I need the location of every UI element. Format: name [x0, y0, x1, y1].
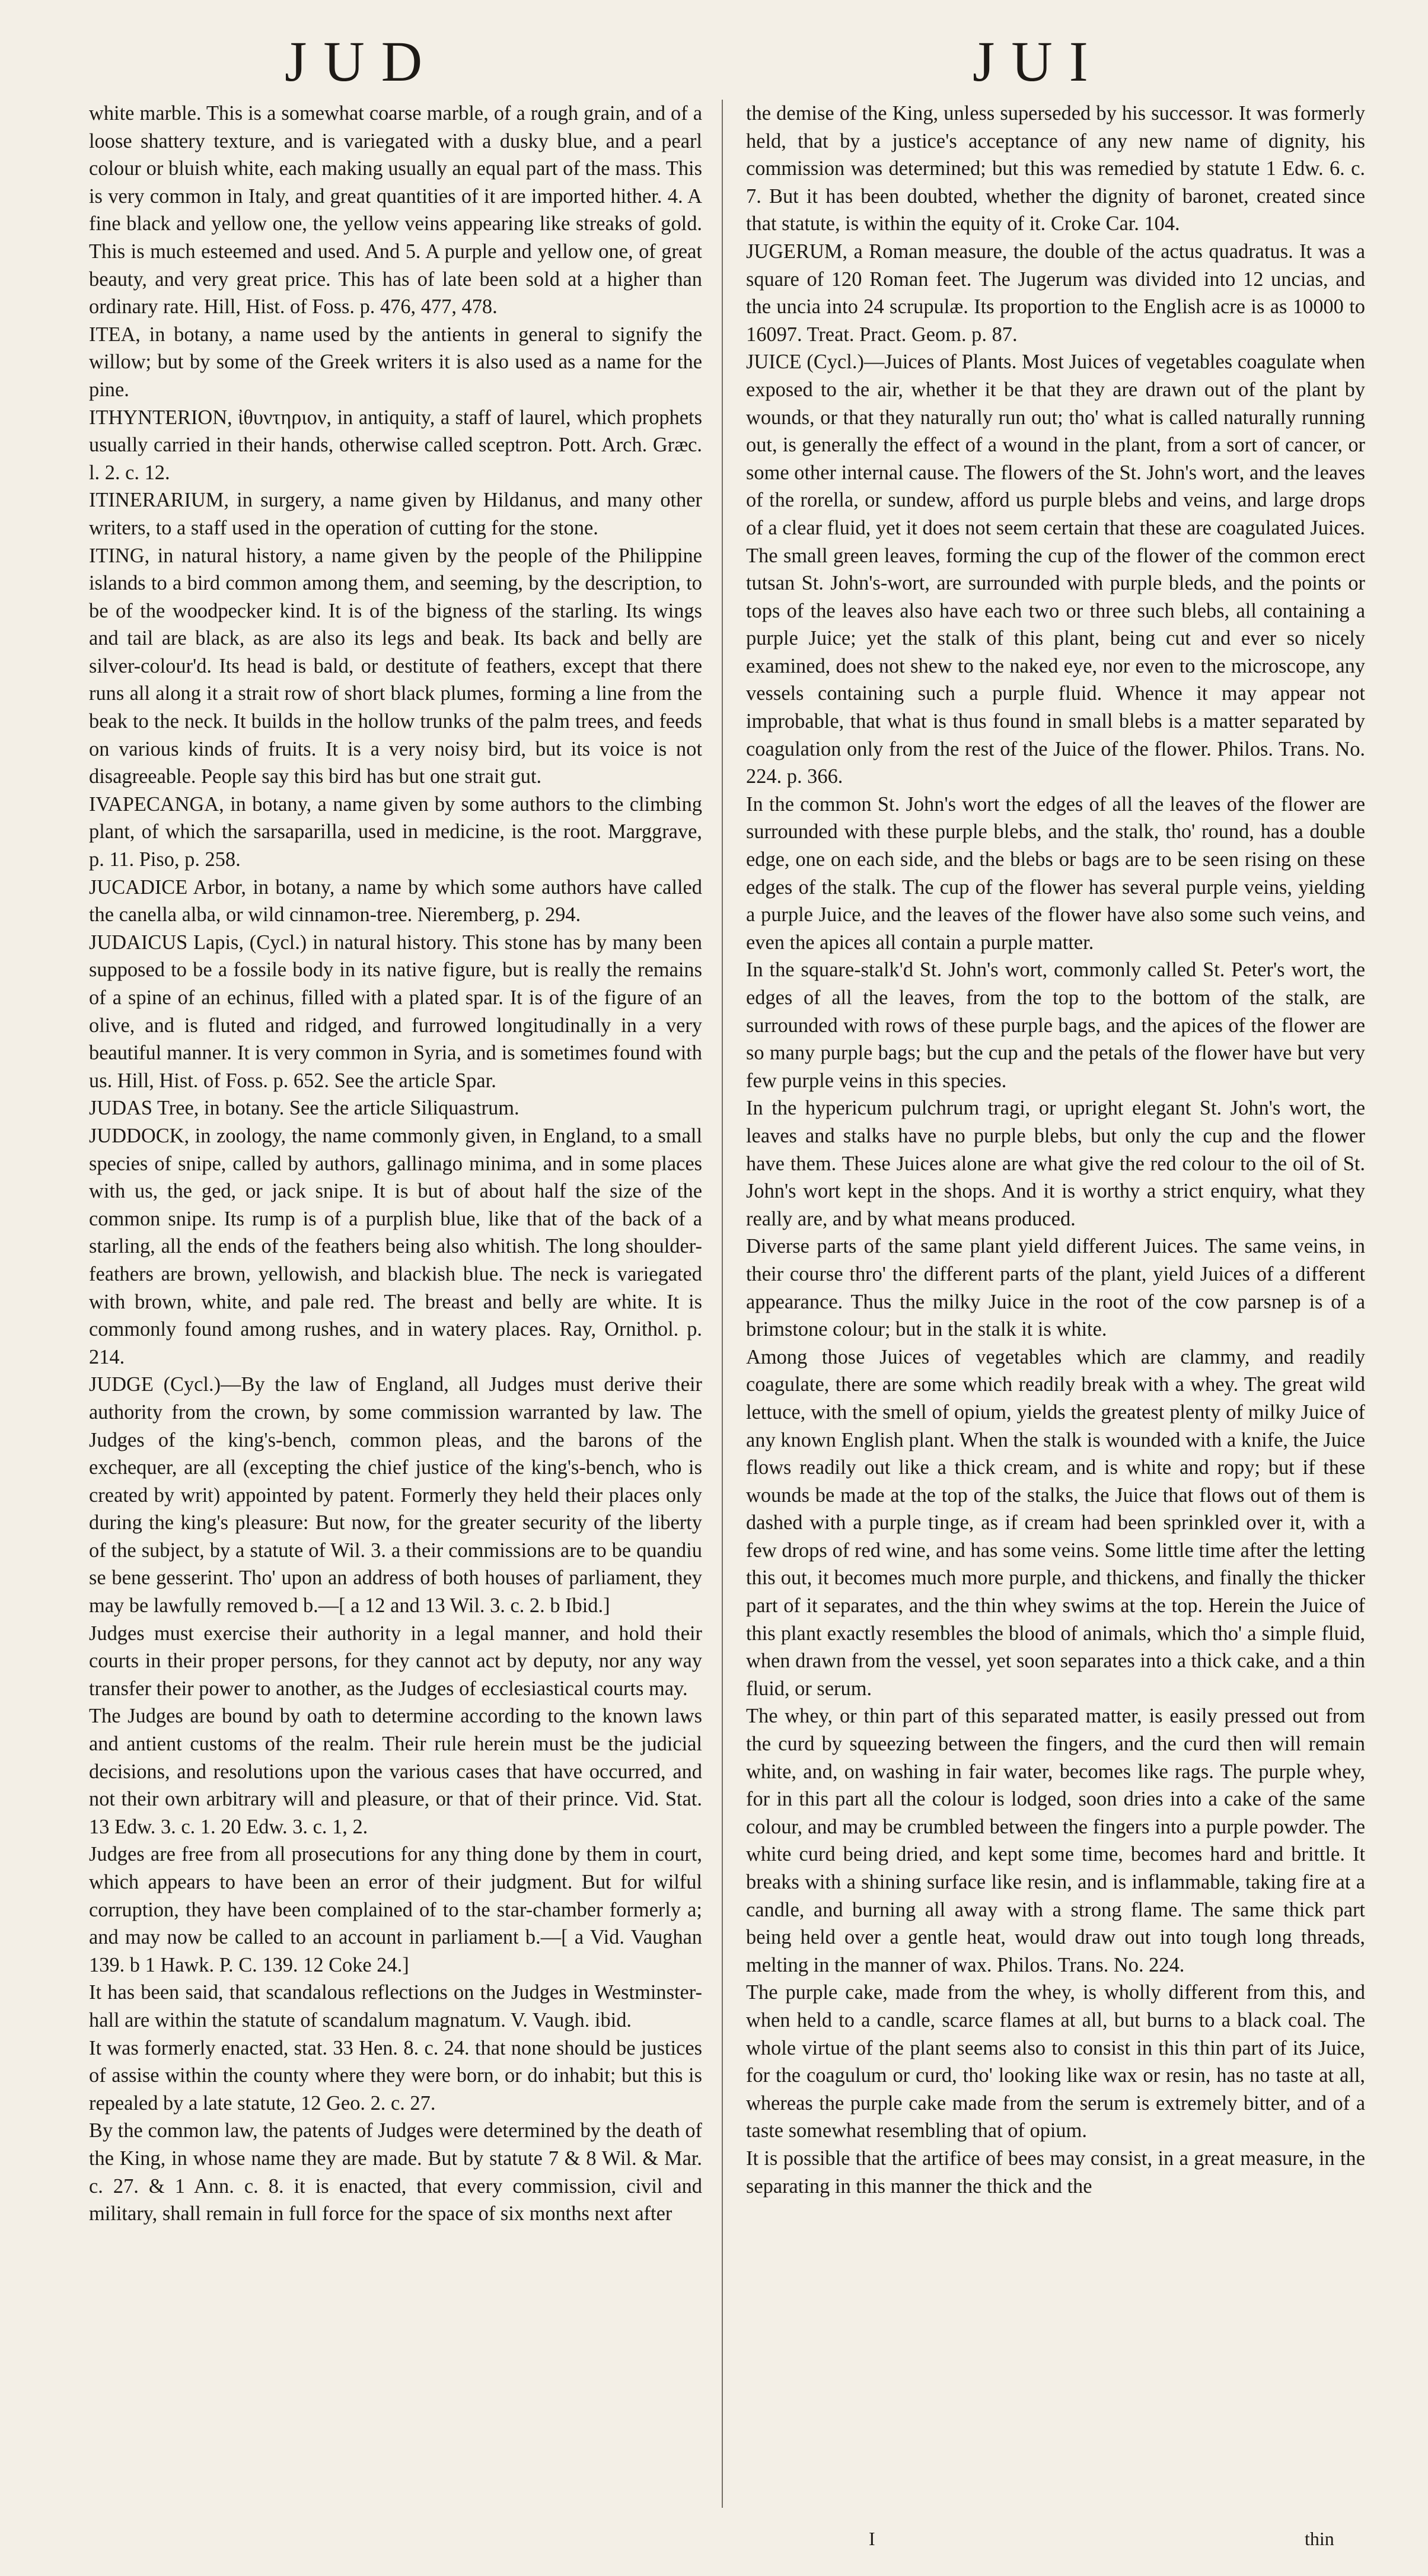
- entry-itinerarium: ITINERARIUM, in surgery, a name given by Hildanus, and many other writers, to a staff used in the operation of cutting for the stone.: [89, 489, 702, 539]
- paragraph: It was formerly enacted, stat. 33 Hen. 8. c. 24. that none should be justices of assise within the county where they were born, or do inhabit; but this is repealed by a late statute, 12 Geo. 2. c. 27.: [89, 2036, 702, 2115]
- signature-mark: I: [869, 2528, 875, 2549]
- paragraph: white marble. This is a somewhat coarse marble, of a rough grain, and of a loose shattery texture, and is variegated with a dusky blue, and a pearl colour or bluish white, each making usually an equal part of the mass. This is very common in Italy, and great quantities of it are imported hither. 4. A fine black and yellow one, the yellow veins appearing like streaks of gold. This is much esteemed and used. And 5. A purple and yellow one, of great beauty, and very great price. This has of late been sold at a higher than ordinary rate. Hill, Hist. of Foss. p. 476, 477, 478.: [89, 102, 702, 319]
- right-column: [746, 100, 1365, 2543]
- entry-judaicus: JUDAICUS Lapis, (Cycl.) in natural history. This stone has by many been supposed to be a fossile body in its native figure, but is really the remains of a spine of an echinus, filled with a plated spar. It is of the figure of an olive, and is fluted and ridged, and furrowed longitudinally in a very beautiful manner. It is very common in Syria, and is sometimes found with us. Hill, Hist. of Foss. p. 652. See the article Spar.: [89, 931, 702, 1092]
- entry-jucadice: JUCADICE Arbor, in botany, a name by which some authors have called the canella alba, or wild cinnamon-tree. Nieremberg, p. 294.: [89, 875, 702, 926]
- entry-judge: JUDGE (Cycl.)—By the law of England, all Judges must derive their authority from the crown, by some commission warranted by law. The Judges of the king's-bench, common pleas, and the barons of the exchequer, are all (excepting the chief justice of the king's-bench, who is created by writ) appointed by patent. Formerly they held their places only during the king's pleasure: But now, for the greater security of the liberty of the subject, by a statute of Wil. 3. a their commissions are to be quandiu se bene gesserint. Tho' upon an address of both houses of parliament, they may be lawfully removed b.—[ a 12 and 13 Wil. 3. c. 2. b Ibid.]: [89, 1373, 702, 1617]
- entry-juice: JUICE (Cycl.)—Juices of Plants. Most Juices of vegetables coagulate when exposed to the air, whether it be that they are drawn out of the plant by wounds, or that they naturally run out; tho' what is called naturally running out, is generally the effect of a wound in the plant, from a sort of cancer, or some other internal cause. The flowers of the St. John's wort, and the leaves of the rorella, or sundew, afford us purple blebs and veins, and large drops of a clear fluid, yet it does not seem certain that these are coagulated Juices. The small green leaves, forming the cup of the flower of the common erect tutsan St. John's-wort, are surrounded with purple bleds, and the points or tops of the leaves also have each two or three such blebs, all containing a purple Juice; yet the stalk of this plant, being cut and ever so nicely examined, does not shew to the naked eye, nor even to the microscope, any vessels containing such a purple fluid. Whence it may appear not improbable, that what is thus found in small blebs is a matter separated by coagulation only from the rest of the Juice of the flower. Philos. Trans. No. 224. p. 366.: [746, 351, 1365, 788]
- running-head-right: JUI: [973, 30, 1105, 93]
- paragraph: The whey, or thin part of this separated matter, is easily pressed out from the curd by squeezing between the fingers, and the curd then will remain white, and, on washing in fair water, becomes like rags. The purple whey, for in this part all the colour is lodged, soon dries into a cake of the same colour, and may be crumbled between the fingers into a purple powder. The white curd being dried, and kept some time, becomes hard and brittle. It breaks with a shining surface like resin, and is inflammable, taking fire at a candle, and burning all away with a strong flame. The same thick part being held over a gentle heat, would draw out into tough long threads, melting in the manner of wax. Philos. Trans. No. 224.: [746, 1705, 1365, 1976]
- column-rule: [722, 100, 723, 2508]
- catchword: thin: [1305, 2528, 1334, 2549]
- entry-juddock: JUDDOCK, in zoology, the name commonly given, in England, to a small species of snipe, called by authors, gallinago minima, and in some places with us, the ged, or jack snipe. It is but of about half the size of the common snipe. Its rump is of a purplish blue, like that of the back of a starling, all the ends of the feathers being also whitish. The long shoulder-feathers are brown, yellowish, and blackish blue. The neck is variegated with brown, white, and pale red. The breast and belly are white. It is commonly found among rushes, and in watery places. Ray, Ornithol. p. 214.: [89, 1124, 702, 1368]
- paragraph: The Judges are bound by oath to determine according to the known laws and antient customs of the realm. Their rule herein must be the judicial decisions, and resolutions upon the various cases that have occurred, and not their own arbitrary will and pleasure, or that of their prince. Vid. Stat. 13 Edw. 3. c. 1. 20 Edw. 3. c. 1, 2.: [89, 1705, 702, 1838]
- paragraph: In the common St. John's wort the edges of all the leaves of the flower are surrounded with these purple blebs, and the stalk, tho' round, has a double edge, one on each side, and the blebs or bags are to be seen rising on these edges of the stalk. The cup of the flower has several purple veins, yielding a purple Juice, and the leaves of the flower have also some such veins, and even the apices all contain a purple matter.: [746, 792, 1365, 954]
- entry-itea: ITEA, in botany, a name used by the antients in general to signify the willow; but by some of the Greek writers it is also used as a name for the pine.: [89, 323, 702, 401]
- paragraph: Judges are free from all prosecutions for any thing done by them in court, which appears to have been an error of their judgment. But for wilful corruption, they have been complained of to the star-chamber formerly a; and may now be called to an account in parliament b.—[ a Vid. Vaughan 139. b 1 Hawk. P. C. 139. 12 Coke 24.]: [89, 1843, 702, 1976]
- entry-iting: ITING, in natural history, a name given by the people of the Philippine islands to a bird common among them, and seeming, by the description, to be of the woodpecker kind. It is of the bigness of the starling. Its wings and tail are black, as are also its legs and beak. Its back and belly are silver-colour'd. Its head is bald, or destitute of feathers, except that there runs all along it a strait row of short black plumes, forming a line from the beak to the neck. It builds in the hollow trunks of the palm trees, and feeds on various kinds of fruits. It is a very noisy bird, but its voice is not disagreeable. People say this bird has but one strait gut.: [89, 544, 702, 788]
- paragraph: By the common law, the patents of Judges were determined by the death of the King, in whose name they are made. But by statute 7 & 8 Wil. & Mar. c. 27. & 1 Ann. c. 8. it is enacted, that every commission, civil and military, shall remain in full force for the space of six months next after: [89, 2119, 702, 2225]
- entry-ivapecanga: IVAPECANGA, in botany, a name given by some authors to the climbing plant, of which the sarsaparilla, used in medicine, is the root. Marggrave, p. 11. Piso, p. 258.: [89, 792, 702, 871]
- paragraph: It has been said, that scandalous reflections on the Judges in Westminster-hall are within the statute of scandalum magnatum. V. Vaugh. ibid.: [89, 1981, 702, 2031]
- paragraph: Judges must exercise their authority in a legal manner, and hold their courts in their proper persons, for they cannot act by deputy, nor any way transfer their power to another, as the Judges of ecclesiastical courts may.: [89, 1622, 702, 1700]
- left-column: [89, 100, 702, 2543]
- entry-judas: JUDAS Tree, in botany. See the article Siliquastrum.: [89, 1097, 519, 1120]
- entry-jugerum: JUGERUM, a Roman measure, the double of the actus quadratus. It was a square of 120 Roman feet. The Jugerum was divided into 12 uncias, and the uncia into 24 scrupulæ. Its proportion to the English acre is as 10000 to 16097. Treat. Pract. Geom. p. 87.: [746, 240, 1365, 346]
- entry-ithynterion: ITHYNTERION, ἰθυντηριον, in antiquity, a staff of laurel, which prophets usually carried in their hands, otherwise called sceptron. Pott. Arch. Græc. l. 2. c. 12.: [89, 406, 702, 484]
- paragraph: Among those Juices of vegetables which are clammy, and readily coagulate, there are some which readily break with a whey. The great wild lettuce, with the smell of opium, yields the greatest plenty of milky Juice of any known English plant. When the stalk is wounded with a knife, the Juice flows readily out like a thick cream, and is white and ropy; but if these wounds be made at the top of the stalks, the Juice that flows out of them is dashed with a purple tinge, as if cream had been sprinkled over it, with a few drops of red wine, and has some veins. Some little time after the letting this out, it becomes much more purple, and thickens, and finally the thicker part of it separates, and the thin whey swims at the top. Herein the Juice of this plant exactly resembles the blood of animals, which tho' a simple fluid, when drawn from the vessel, yet soon separates into a thick cake, and a thin fluid, or serum.: [746, 1345, 1365, 1700]
- paragraph: In the square-stalk'd St. John's wort, commonly called St. Peter's wort, the edges of all the leaves, from the top to the bottom of the stalk, are surrounded with rows of these purple bags, and the apices of the flower are so many purple bags; but the cup and the petals of the flower have but very few purple veins in this species.: [746, 959, 1365, 1092]
- paragraph: It is possible that the artifice of bees may consist, in a great measure, in the separating in this manner the thick and the: [746, 2147, 1365, 2198]
- paragraph: The purple cake, made from the whey, is wholly different from this, and when held to a candle, scarce flames at all, but burns to a black coal. The whole virtue of the plant seems also to consist in this thin part of its Juice, for the coagulum or curd, tho' looking like wax or resin, has no taste at all, whereas the purple cake made from the serum is extremely bitter, and of a taste somewhat resembling that of opium.: [746, 1981, 1365, 2142]
- running-head-left: JUD: [285, 30, 439, 93]
- paragraph: In the hypericum pulchrum tragi, or upright elegant St. John's wort, the leaves and stalks have no purple blebs, but only the cup and the flower have them. These Juices alone are what give the red colour to the oil of St. John's wort kept in the shops. And it is worthy a strict enquiry, what they really are, and by what means produced.: [746, 1097, 1365, 1230]
- paragraph: the demise of the King, unless superseded by his successor. It was formerly held, that by a justice's acceptance of any new name of dignity, his commission was determined; but this was remedied by statute 1 Edw. 6. c. 7. But it has been doubted, whether the dignity of baronet, created since that statute, is within the equity of it. Croke Car. 104.: [746, 102, 1365, 235]
- paragraph: Diverse parts of the same plant yield different Juices. The same veins, in their course thro' the different parts of the plant, yield Juices of a different appearance. Thus the milky Juice in the root of the cow parsnep is of a brimstone colour; but in the stalk it is white.: [746, 1235, 1365, 1341]
